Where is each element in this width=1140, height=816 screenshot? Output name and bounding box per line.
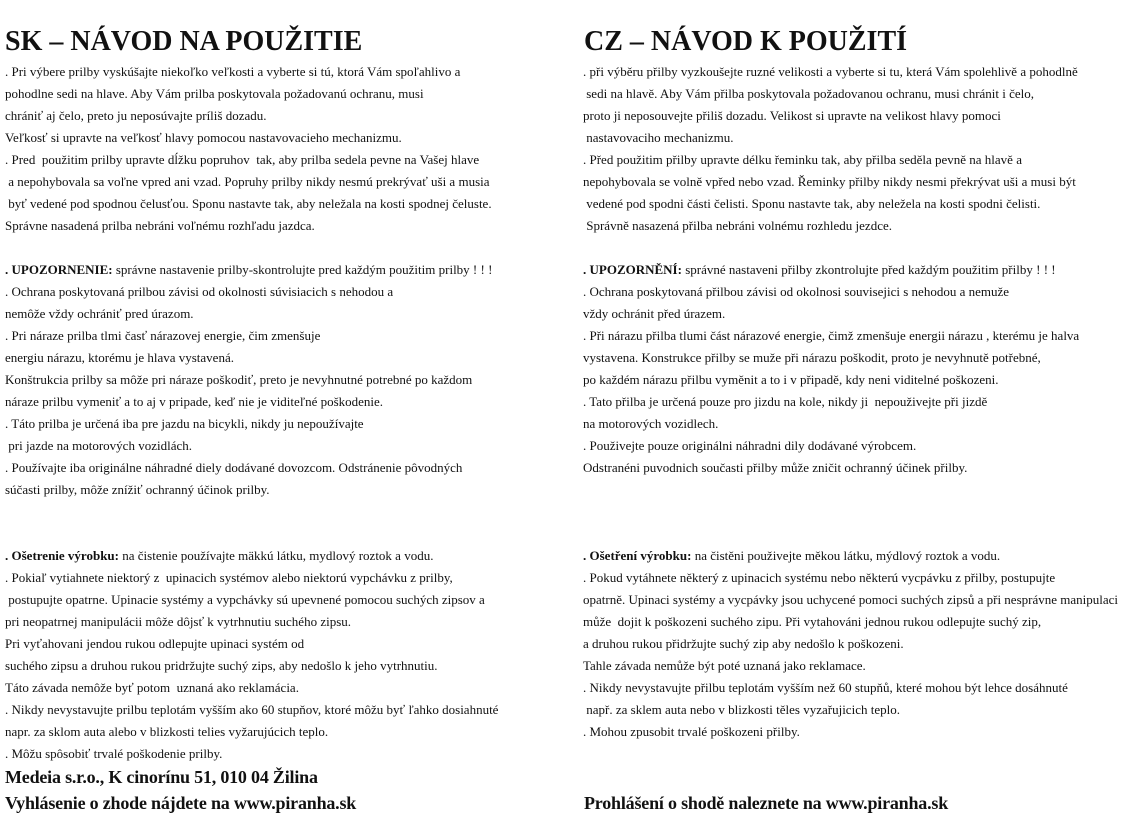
cz-footer-declaration: Prohlášení o shodě naleznete na www.piranha.sk bbox=[584, 793, 949, 813]
text-line bbox=[5, 457, 498, 479]
line-text: . Při nárazu přilba tlumi část nárazové energie, čimž zmenšuje energii nárazu , kterému je halva bbox=[583, 328, 1080, 343]
line-text: pohodlne sedi na hlave. Aby Vám prilba poskytovala požadovanú ochranu, musi bbox=[5, 86, 424, 101]
text-line bbox=[583, 479, 1118, 501]
text-line bbox=[583, 413, 1118, 435]
line-text: a druhou rukou přidržujte suchý zip aby nedošlo k poškozeni. bbox=[583, 636, 904, 651]
line-text: . Před použitim přilby upravte délku řeminku tak, aby přilba seděla pevně na hlavě a bbox=[583, 152, 1022, 167]
text-line bbox=[583, 545, 1118, 567]
line-text: nemôže vždy ochrániť pred úrazom. bbox=[5, 306, 194, 321]
text-line bbox=[5, 127, 498, 149]
text-line bbox=[583, 149, 1118, 171]
text-line bbox=[5, 633, 498, 655]
line-text: může dojit k poškozeni suchého zipu. Při vytahováni jednou rukou odlepujte suchý zip, bbox=[583, 614, 1042, 629]
line-text: . Ochrana poskytovaná přilbou závisi od okolnosi souvisejici s nehodou a nemuže bbox=[583, 284, 1010, 299]
line-text: . Pred použitim prilby upravte dĺžku popruhov tak, aby prilba sedela pevne na Vašej hlave bbox=[5, 152, 480, 167]
line-text: napr. za sklom auta alebo v blizkosti telies vyžarujúcich teplo. bbox=[5, 724, 329, 739]
line-text: . Môžu spôsobiť trvalé poškodenie prilby. bbox=[5, 746, 223, 761]
text-line bbox=[583, 61, 1118, 83]
text-line bbox=[583, 567, 1118, 589]
line-text: chrániť aj čelo, preto ju neposúvajte príliš dozadu. bbox=[5, 108, 267, 123]
text-line bbox=[583, 655, 1118, 677]
line-text: např. za sklem auta nebo v blizkosti těles vyzařujicich teplo. bbox=[583, 702, 900, 717]
line-text: Tahle závada nemůže být poté uznaná jako reklamace. bbox=[583, 658, 866, 673]
text-line bbox=[583, 369, 1118, 391]
text-line bbox=[583, 523, 1118, 545]
text-line bbox=[5, 479, 498, 501]
bold-label: . Ošetrenie výrobku: bbox=[5, 548, 119, 563]
text-line bbox=[5, 281, 498, 303]
text-line bbox=[5, 435, 498, 457]
line-text: Správne nasadená prilba nebráni voľnému rozhľadu jazdca. bbox=[5, 218, 315, 233]
line-text: sedi na hlavě. Aby Vám přilba poskytovala požadovanou ochranu, musi chránit i čelo, bbox=[583, 86, 1035, 101]
line-text: . Táto prilba je určená iba pre jazdu na bicykli, nikdy ju nepoužívajte bbox=[5, 416, 364, 431]
text-line bbox=[5, 303, 498, 325]
sk-footer-declaration: Vyhlásenie o zhode nájdete na www.piranha.sk bbox=[5, 793, 357, 813]
text-line bbox=[5, 193, 498, 215]
text-line bbox=[583, 501, 1118, 523]
line-text: na čistěni použivejte měkou látku, mýdlový roztok a vodu. bbox=[691, 548, 1001, 563]
sk-instructions bbox=[5, 61, 498, 765]
text-line bbox=[583, 303, 1118, 325]
text-line bbox=[583, 347, 1118, 369]
bold-label: . Ošetření výrobku: bbox=[583, 548, 692, 563]
line-text: byť vedené pod spodnou čelusťou. Sponu nastavte tak, aby neležala na kosti spodnej čeluste. bbox=[5, 196, 492, 211]
line-text: . Mohou zpusobit trvalé poškozeni přilby. bbox=[583, 724, 800, 739]
sk-footer-address: Medeia s.r.o., K cinorínu 51, 010 04 Žilina bbox=[5, 767, 318, 787]
line-text: správné nastaveni přilby zkontrolujte před každým použitim přilby ! ! ! bbox=[681, 262, 1056, 277]
line-text: . Tato přilba je určená pouze pro jizdu na kole, nikdy ji nepouživejte při jizdě bbox=[583, 394, 988, 409]
text-line bbox=[5, 743, 498, 765]
text-line bbox=[5, 589, 498, 611]
text-line bbox=[5, 655, 498, 677]
text-line bbox=[5, 105, 498, 127]
line-text: . Používajte iba originálne náhradné diely dodávané dovozcom. Odstránenie pôvodných bbox=[5, 460, 463, 475]
text-line bbox=[5, 369, 498, 391]
line-text: . při výběru přilby vyzkoušejte ruzné velikosti a vyberte si tu, která Vám spolehlivě a pohodlně bbox=[583, 64, 1078, 79]
text-line bbox=[583, 105, 1118, 127]
text-line bbox=[583, 611, 1118, 633]
line-text: nepohybovala se volně vpřed nebo vzad. Řeminky přilby nikdy nesmi překrývat uši a musi být bbox=[583, 174, 1076, 189]
text-line bbox=[583, 171, 1118, 193]
text-line bbox=[5, 545, 498, 567]
line-text: suchého zipsu a druhou rukou pridržujte suchý zips, aby nedošlo k jeho vytrhnutiu. bbox=[5, 658, 438, 673]
text-line bbox=[5, 611, 498, 633]
bold-label: . UPOZORNENIE: bbox=[5, 262, 113, 277]
text-line bbox=[583, 633, 1118, 655]
line-text: nastavovaciho mechanizmu. bbox=[583, 130, 734, 145]
text-line bbox=[583, 193, 1118, 215]
line-text: vedené pod spodni části čelisti. Sponu nastavte tak, aby neležela na kosti spodni čelisti. bbox=[583, 196, 1041, 211]
text-line bbox=[583, 83, 1118, 105]
line-text: . Ochrana poskytovaná prilbou závisi od okolnosti súvisiacich s nehodou a bbox=[5, 284, 394, 299]
text-line bbox=[5, 83, 498, 105]
line-text: postupujte opatrne. Upinacie systémy a vypchávky sú upevnené pomocou suchých zipsov a bbox=[5, 592, 485, 607]
text-line bbox=[583, 457, 1118, 479]
line-text: Odstranéni puvodnich současti přilby může zničit ochranný účinek přilby. bbox=[583, 460, 968, 475]
text-line bbox=[5, 237, 498, 259]
text-line bbox=[5, 171, 498, 193]
text-line bbox=[583, 237, 1118, 259]
line-text: vždy ochránit před úrazem. bbox=[583, 306, 726, 321]
line-text: správne nastavenie prilby-skontrolujte pred každým použitim prilby ! ! ! bbox=[112, 262, 493, 277]
sk-title: SK – NÁVOD NA POUŽITIE bbox=[5, 26, 363, 57]
line-text: . Pokud vytáhnete některý z upinacich systému nebo některú vycpávku z přilby, postupujte bbox=[583, 570, 1056, 585]
cz-title: CZ – NÁVOD K POUŽITÍ bbox=[584, 26, 908, 57]
text-line bbox=[583, 325, 1118, 347]
text-line bbox=[5, 149, 498, 171]
text-line bbox=[5, 699, 498, 721]
text-line bbox=[5, 721, 498, 743]
text-line bbox=[5, 677, 498, 699]
line-text: Veľkosť si upravte na veľkosť hlavy pomocou nastavovacieho mechanizmu. bbox=[5, 130, 402, 145]
line-text: a nepohybovala sa voľne vpred ani vzad. Popruhy prilby nikdy nesmú prekrývať uši a musia bbox=[5, 174, 490, 189]
text-line bbox=[5, 259, 498, 281]
line-text: na motorových vozidlech. bbox=[583, 416, 719, 431]
line-text: Táto závada nemôže byť potom uznaná ako reklamácia. bbox=[5, 680, 299, 695]
line-text: na čistenie používajte mäkkú látku, mydlový roztok a vodu. bbox=[119, 548, 434, 563]
text-line bbox=[5, 391, 498, 413]
line-text: Konštrukcia prilby sa môže pri náraze poškodiť, preto je nevyhnutné potrebné po každom bbox=[5, 372, 473, 387]
line-text: opatrně. Upinaci systémy a vycpávky jsou uchycené pomoci suchých zipsů a při nesprávne manipulaci bbox=[583, 592, 1119, 607]
text-line bbox=[583, 127, 1118, 149]
text-line bbox=[583, 215, 1118, 237]
text-line bbox=[583, 281, 1118, 303]
text-line bbox=[5, 347, 498, 369]
text-line bbox=[5, 567, 498, 589]
line-text: pri jazde na motorových vozidlách. bbox=[5, 438, 192, 453]
text-line bbox=[5, 501, 498, 523]
text-line bbox=[5, 325, 498, 347]
line-text: . Pri výbere prilby vyskúšajte niekoľko veľkosti a vyberte si tú, ktorá Vám spoľahlivo a bbox=[5, 64, 461, 79]
text-line bbox=[5, 413, 498, 435]
line-text: energiu nárazu, ktorému je hlava vystavená. bbox=[5, 350, 234, 365]
text-line bbox=[5, 523, 498, 545]
text-line bbox=[583, 699, 1118, 721]
text-line bbox=[583, 677, 1118, 699]
line-text: pri neopatrnej manipulácii môže dôjsť k vytrhnutiu suchého zipsu. bbox=[5, 614, 352, 629]
line-text: . Použivejte pouze originálni náhradni dily dodávané výrobcem. bbox=[583, 438, 917, 453]
text-line bbox=[583, 391, 1118, 413]
line-text: po každém nárazu přilbu vyměnit a to i v připadě, kdy neni viditelné poškozeni. bbox=[583, 372, 999, 387]
text-line bbox=[5, 61, 498, 83]
line-text: vystavena. Konstrukce přilby se muže při nárazu poškodit, proto je nevyhnutě potřebné, bbox=[583, 350, 1041, 365]
bold-label: . UPOZORNĚNÍ: bbox=[583, 262, 682, 277]
text-line bbox=[583, 259, 1118, 281]
cz-instructions bbox=[583, 61, 1118, 743]
line-text: . Nikdy nevystavujte prilbu teplotám vyšším ako 60 stupňov, ktoré môžu byť ľahko dosiahnuté bbox=[5, 702, 499, 717]
line-text: . Pokiaľ vytiahnete niektorý z upinacich systémov alebo niektorú vypchávku z prilby, bbox=[5, 570, 453, 585]
line-text: . Pri náraze prilba tlmi časť nárazovej energie, čim zmenšuje bbox=[5, 328, 321, 343]
line-text: Pri vyťahovani jendou rukou odlepujte upinaci systém od bbox=[5, 636, 305, 651]
line-text: Správně nasazená přilba nebráni volnému rozhledu jezdce. bbox=[583, 218, 892, 233]
line-text: súčasti prilby, môže znížiť ochranný účinok prilby. bbox=[5, 482, 270, 497]
text-line bbox=[583, 589, 1118, 611]
text-line bbox=[5, 215, 498, 237]
line-text: náraze prilbu vymeniť a to aj v pripade, keď nie je viditeľné poškodenie. bbox=[5, 394, 384, 409]
line-text: proto ji neposouvejte přiliš dozadu. Velikost si upravte na velikost hlavy pomoci bbox=[583, 108, 1001, 123]
text-line bbox=[583, 721, 1118, 743]
line-text: . Nikdy nevystavujte přilbu teplotám vyšším než 60 stupňů, které mohou být lehce dosáhnuté bbox=[583, 680, 1068, 695]
text-line bbox=[583, 435, 1118, 457]
